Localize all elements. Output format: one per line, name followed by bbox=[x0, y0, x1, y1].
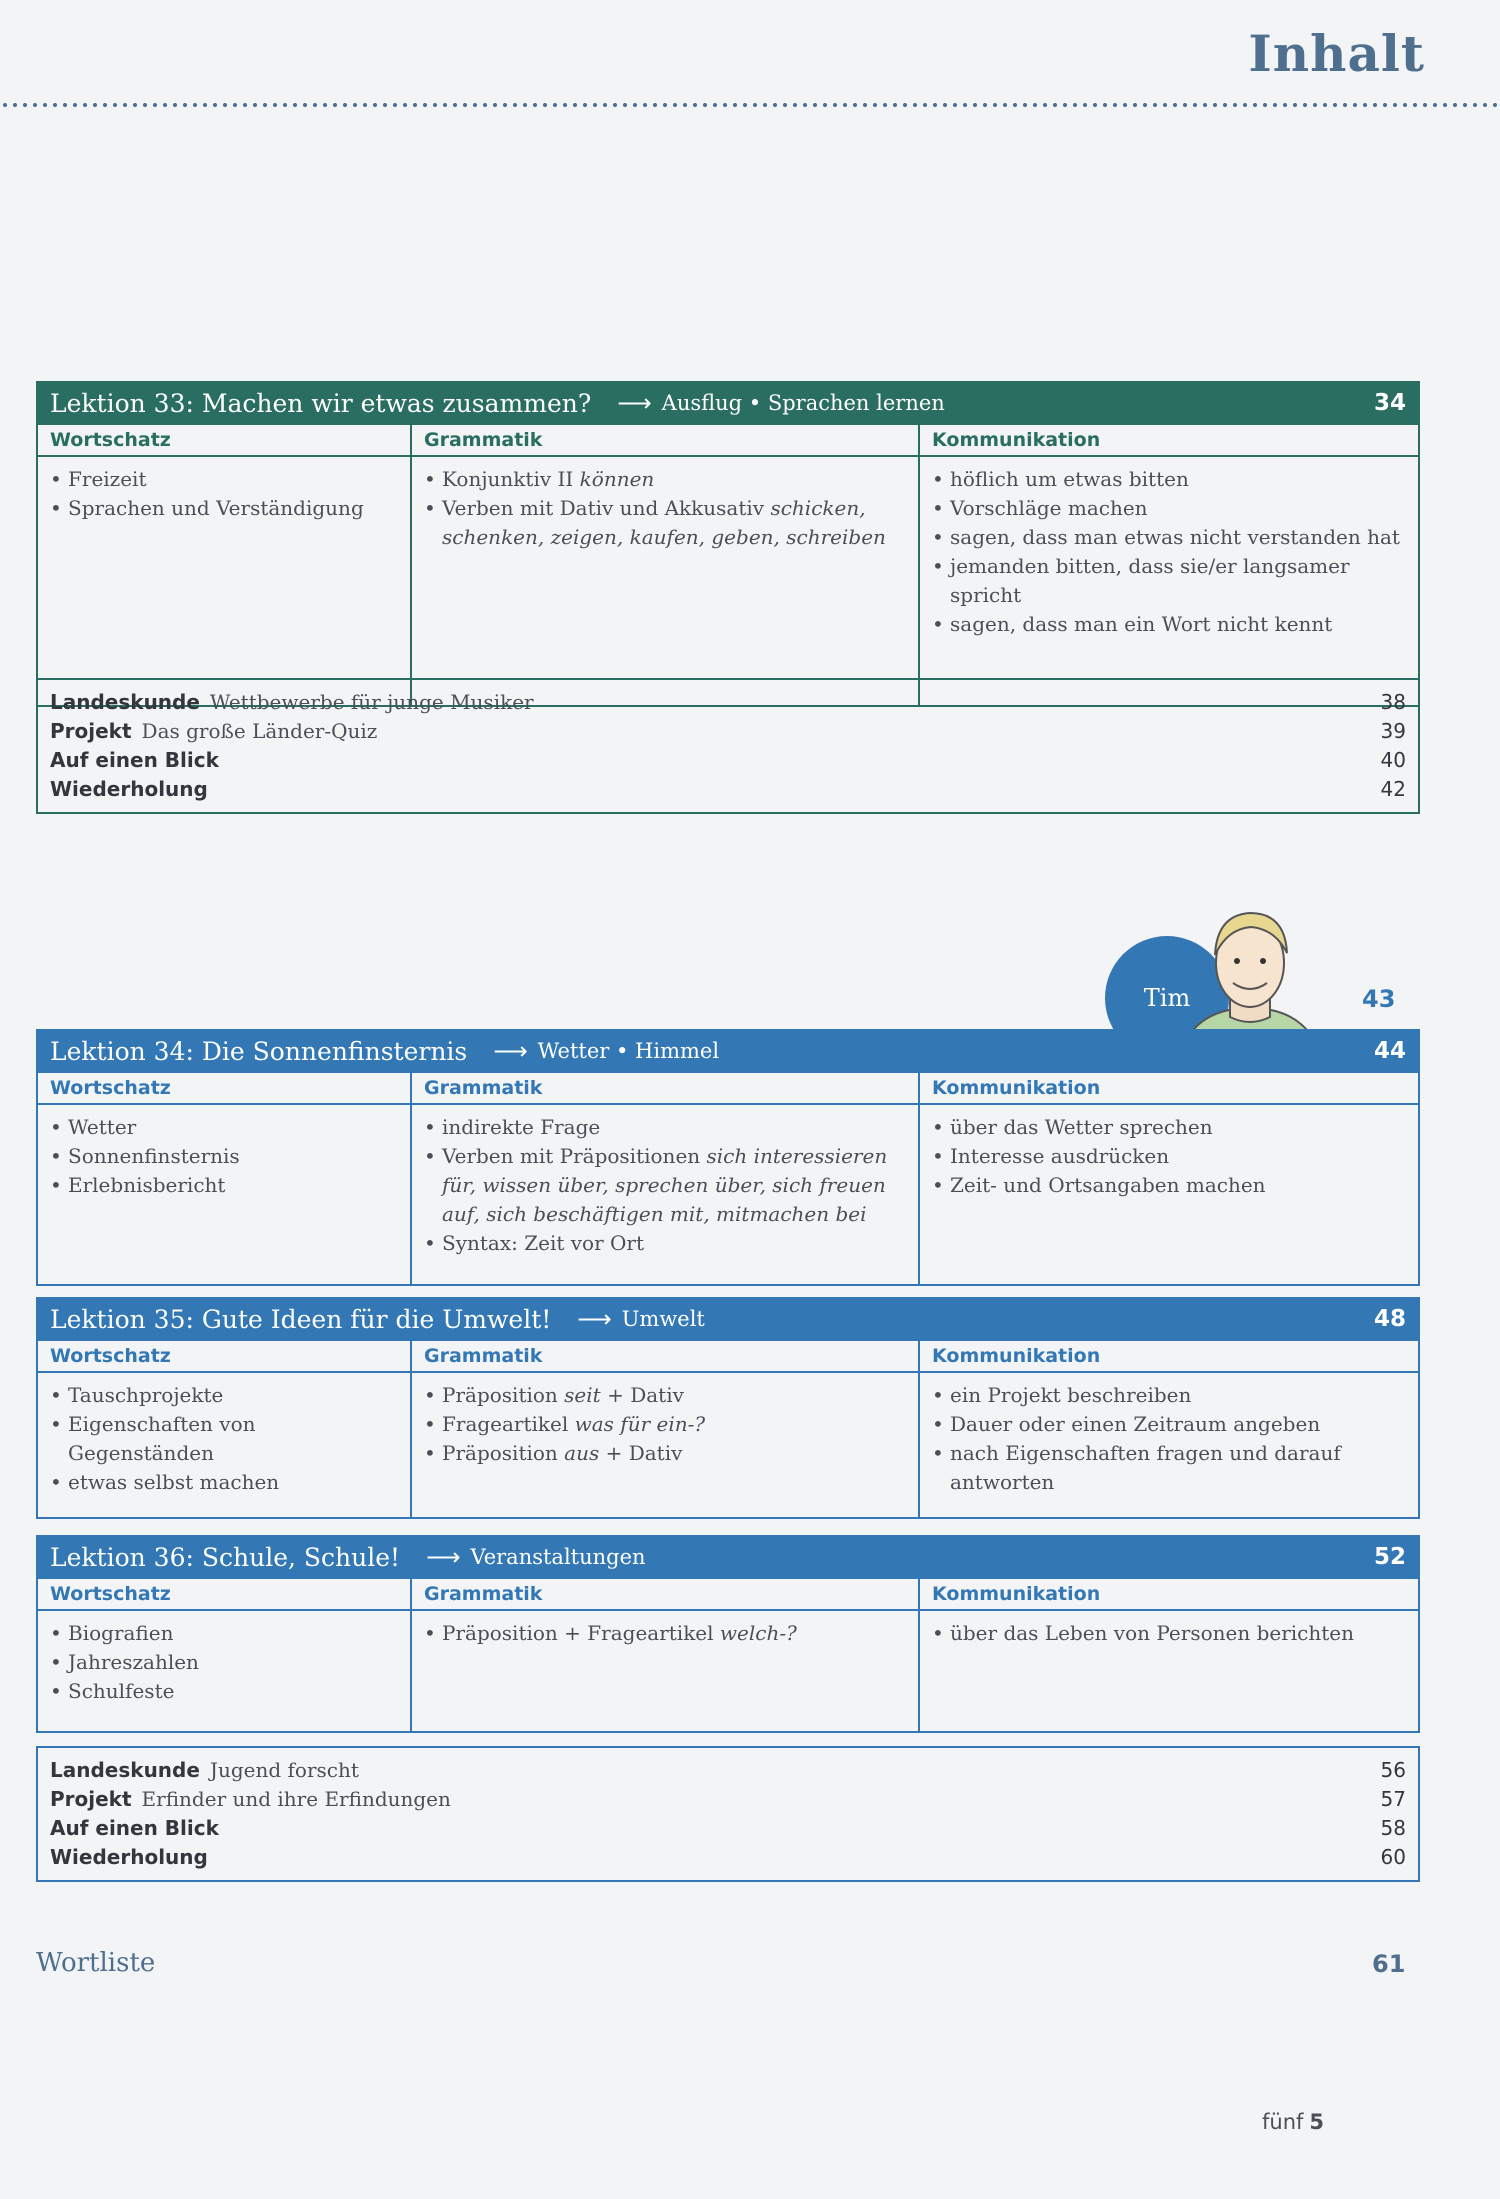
list-item: • Dauer oder einen Zeitraum angeben bbox=[932, 1410, 1406, 1439]
lesson-35 bbox=[36, 1297, 1420, 1519]
lesson-title: Lektion 33: Machen wir etwas zusammen? bbox=[50, 388, 592, 418]
lesson-page-number: 44 bbox=[1373, 1038, 1406, 1064]
list-item: • Biografien bbox=[50, 1619, 398, 1648]
lesson-page-number: 34 bbox=[1373, 390, 1406, 416]
column-head: Grammatik bbox=[412, 425, 918, 457]
list-item: • Präposition seit + Dativ bbox=[424, 1381, 906, 1410]
list-item: • Freizeit bbox=[50, 465, 398, 494]
lesson-header[interactable] bbox=[36, 1029, 1420, 1073]
extras-box bbox=[36, 678, 1420, 814]
lesson-columns bbox=[36, 425, 1420, 707]
lesson-page-number: 52 bbox=[1373, 1544, 1406, 1570]
column-head: Wortschatz bbox=[38, 1579, 410, 1611]
grammatik-column bbox=[412, 1341, 920, 1517]
list-item: • sagen, dass man etwas nicht verstanden hat bbox=[932, 523, 1406, 552]
arrow-right-icon: ⟶ bbox=[426, 1543, 461, 1571]
list-item: • Zeit- und Ortsangaben machen bbox=[932, 1171, 1406, 1200]
list-item: • sagen, dass man ein Wort nicht kennt bbox=[932, 610, 1406, 639]
lesson-topics: Ausflug • Sprachen lernen bbox=[661, 391, 945, 415]
grammatik-column bbox=[412, 425, 920, 705]
column-head: Kommunikation bbox=[920, 425, 1418, 457]
column-head: Grammatik bbox=[412, 1579, 918, 1611]
extras-row[interactable]: Wiederholung 60 bbox=[50, 1845, 1406, 1869]
list-item: • Wetter bbox=[50, 1113, 398, 1142]
list-item: • Tauschprojekte bbox=[50, 1381, 398, 1410]
wortschatz-column bbox=[38, 1073, 412, 1284]
list-item: • Konjunktiv II können bbox=[424, 465, 906, 494]
tim-page-number: 43 bbox=[1362, 985, 1396, 1013]
list-item: • indirekte Frage bbox=[424, 1113, 906, 1142]
list-item: • Sprachen und Verständigung bbox=[50, 494, 398, 523]
column-head: Grammatik bbox=[412, 1341, 918, 1373]
tim-name: Tim bbox=[1143, 984, 1191, 1012]
wortschatz-column bbox=[38, 1341, 412, 1517]
list-item: • Eigenschaften von Gegenständen bbox=[50, 1410, 398, 1468]
extras-box bbox=[36, 1746, 1420, 1882]
list-item: • jemanden bitten, dass sie/er langsamer spricht bbox=[932, 552, 1406, 610]
list-item: • über das Wetter sprechen bbox=[932, 1113, 1406, 1142]
grammatik-column bbox=[412, 1579, 920, 1731]
column-head: Kommunikation bbox=[920, 1579, 1418, 1611]
lesson-33 bbox=[36, 381, 1420, 707]
column-head: Kommunikation bbox=[920, 1073, 1418, 1105]
lesson-34 bbox=[36, 1029, 1420, 1286]
lesson-36 bbox=[36, 1535, 1420, 1733]
grammatik-column bbox=[412, 1073, 920, 1284]
list-item: • Präposition + Frageartikel welch-? bbox=[424, 1619, 906, 1648]
lesson-topics: Veranstaltungen bbox=[470, 1545, 646, 1569]
kommunikation-column bbox=[920, 425, 1418, 705]
lesson-page-number: 48 bbox=[1373, 1306, 1406, 1332]
list-item: • Verben mit Dativ und Akkusativ schicken, schenken, zeigen, kaufen, geben, schreiben bbox=[424, 494, 906, 552]
extras-row[interactable]: Auf einen Blick 58 bbox=[50, 1816, 1406, 1840]
list-item: • Vorschläge machen bbox=[932, 494, 1406, 523]
column-head: Wortschatz bbox=[38, 1073, 410, 1105]
list-item: • Präposition aus + Dativ bbox=[424, 1439, 906, 1468]
wortschatz-column bbox=[38, 425, 412, 705]
extras-row[interactable]: Wiederholung 42 bbox=[50, 777, 1406, 801]
list-item: • Erlebnisbericht bbox=[50, 1171, 398, 1200]
kommunikation-column bbox=[920, 1579, 1418, 1731]
list-item: • Verben mit Präpositionen sich interessieren für, wissen über, sprechen über, sich freuen auf, sich beschäftigen mit, mitmachen bei bbox=[424, 1142, 906, 1229]
arrow-right-icon: ⟶ bbox=[617, 389, 652, 417]
list-item: • nach Eigenschaften fragen und darauf antworten bbox=[932, 1439, 1406, 1497]
list-item: • etwas selbst machen bbox=[50, 1468, 398, 1497]
lesson-header[interactable] bbox=[36, 1297, 1420, 1341]
arrow-right-icon: ⟶ bbox=[493, 1037, 528, 1065]
extras-row[interactable]: Landeskunde Wettbewerbe für junge Musiker 38 bbox=[50, 690, 1406, 714]
list-item: • Frageartikel was für ein-? bbox=[424, 1410, 906, 1439]
lesson-title: Lektion 35: Gute Ideen für die Umwelt! bbox=[50, 1304, 552, 1334]
list-item: • Syntax: Zeit vor Ort bbox=[424, 1229, 906, 1258]
kommunikation-column bbox=[920, 1073, 1418, 1284]
column-head: Grammatik bbox=[412, 1073, 918, 1105]
wortliste-page-number: 61 bbox=[1372, 1950, 1406, 1978]
lesson-header[interactable] bbox=[36, 381, 1420, 425]
page-title: Inhalt bbox=[1248, 24, 1425, 83]
lesson-title: Lektion 36: Schule, Schule! bbox=[50, 1542, 401, 1572]
lesson-columns bbox=[36, 1341, 1420, 1519]
column-head: Kommunikation bbox=[920, 1341, 1418, 1373]
lesson-topics: Umwelt bbox=[621, 1307, 705, 1331]
list-item: • ein Projekt beschreiben bbox=[932, 1381, 1406, 1410]
list-item: • Jahreszahlen bbox=[50, 1648, 398, 1677]
list-item: • Schulfeste bbox=[50, 1677, 398, 1706]
kommunikation-column bbox=[920, 1341, 1418, 1517]
extras-row[interactable]: Projekt Erfinder und ihre Erfindungen 57 bbox=[50, 1787, 1406, 1811]
dotted-divider bbox=[0, 101, 1500, 109]
list-item: • Sonnenfinsternis bbox=[50, 1142, 398, 1171]
footer-number: 5 bbox=[1309, 2110, 1325, 2134]
arrow-right-icon: ⟶ bbox=[577, 1305, 612, 1333]
lesson-columns bbox=[36, 1073, 1420, 1286]
extras-row[interactable]: Landeskunde Jugend forscht 56 bbox=[50, 1758, 1406, 1782]
lesson-header[interactable] bbox=[36, 1535, 1420, 1579]
column-head: Wortschatz bbox=[38, 1341, 410, 1373]
wortliste-link[interactable]: Wortliste bbox=[36, 1948, 156, 1978]
lesson-topics: Wetter • Himmel bbox=[537, 1039, 720, 1063]
page-footer bbox=[1262, 2110, 1324, 2134]
extras-row[interactable]: Auf einen Blick 40 bbox=[50, 748, 1406, 772]
list-item: • Interesse ausdrücken bbox=[932, 1142, 1406, 1171]
lesson-title: Lektion 34: Die Sonnenfinsternis bbox=[50, 1036, 468, 1066]
list-item: • höflich um etwas bitten bbox=[932, 465, 1406, 494]
list-item: • über das Leben von Personen berichten bbox=[932, 1619, 1406, 1648]
footer-word: fünf bbox=[1262, 2110, 1304, 2134]
column-head: Wortschatz bbox=[38, 425, 410, 457]
wortschatz-column bbox=[38, 1579, 412, 1731]
extras-row[interactable]: Projekt Das große Länder-Quiz 39 bbox=[50, 719, 1406, 743]
lesson-columns bbox=[36, 1579, 1420, 1733]
